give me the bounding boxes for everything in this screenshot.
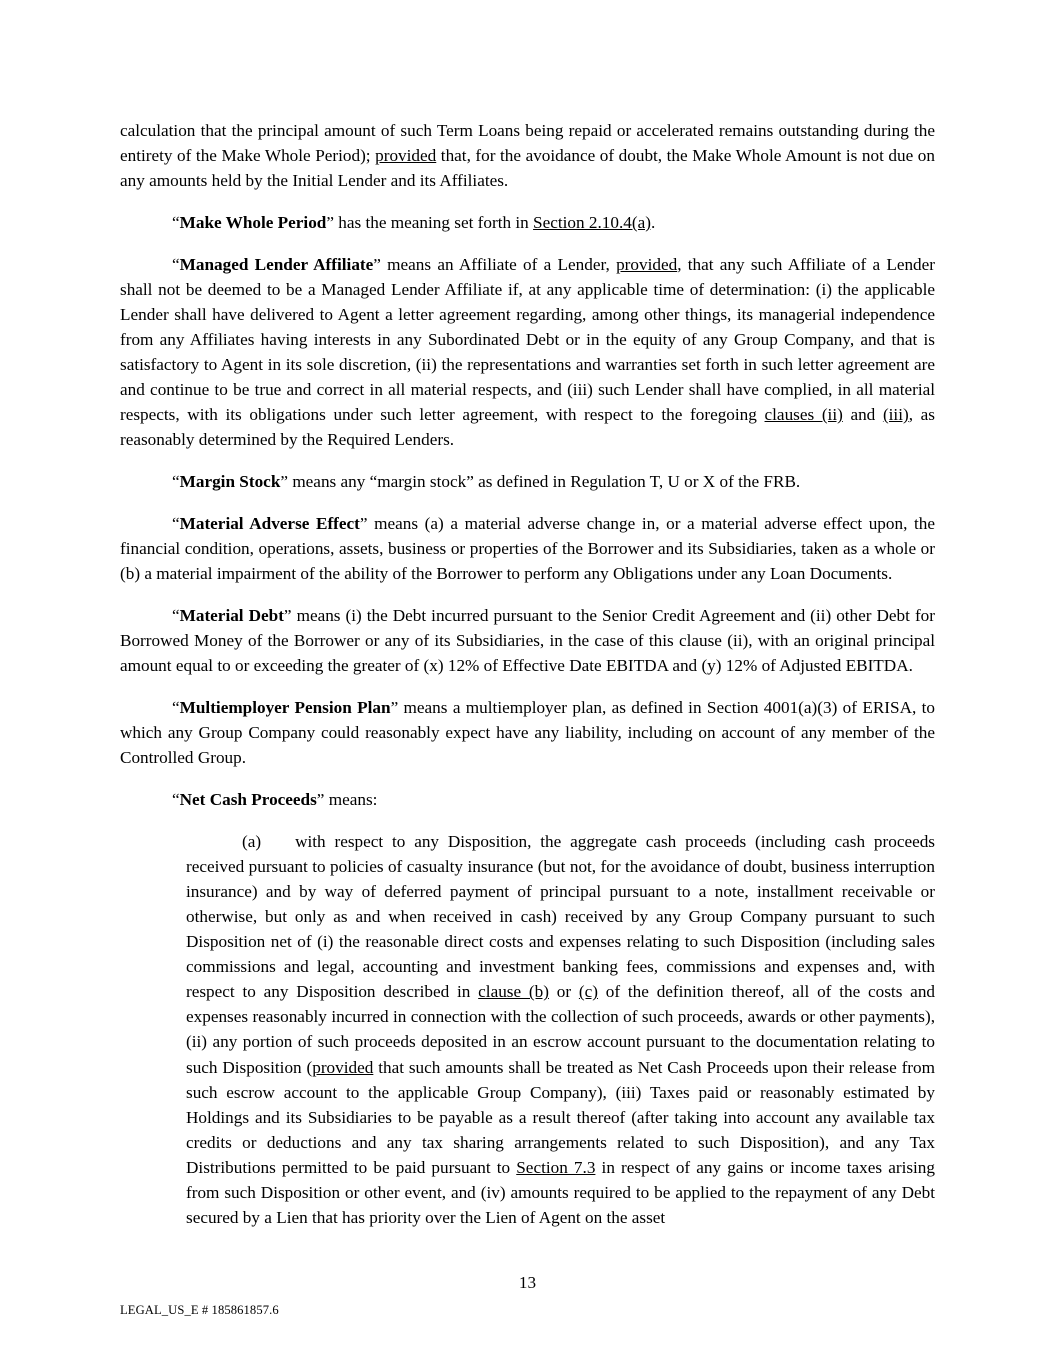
cross-reference-clauses-ii: clauses (ii) bbox=[764, 405, 843, 425]
quote-close: ” bbox=[373, 255, 381, 275]
text-run: means (i) the Debt incurred pursuant to the Senior Credit Agreement and (ii) other Debt for Borrowed Money of the Borrower or any of its Subsidiaries, in the case of this clause (ii), with an original principal amount equal to or exceeding the greater of (x) 12% of Effective Date EBITDA and (y) 12% of Adjusted EBITDA. bbox=[120, 606, 935, 676]
text-run: means: bbox=[324, 790, 378, 810]
text-run: , as reasonably determined by the Required Lenders. bbox=[120, 405, 935, 450]
footer-legal-id: LEGAL_US_E # 185861857.6 bbox=[120, 1303, 279, 1317]
quote-open: “ bbox=[172, 790, 180, 810]
defined-term: Margin Stock bbox=[179, 472, 281, 492]
quote-open: “ bbox=[172, 213, 180, 233]
defined-term: Make Whole Period bbox=[179, 213, 327, 233]
document-body bbox=[120, 118, 935, 1230]
subclause-a bbox=[186, 829, 935, 1229]
definition-multiemployer-pension-plan bbox=[120, 695, 935, 770]
definition-material-adverse-effect bbox=[120, 511, 935, 586]
text-run: and bbox=[842, 405, 883, 425]
definition-managed-lender-affiliate bbox=[120, 252, 935, 452]
text-run: of the definition thereof, all of the costs and expenses reasonably incurred in connection with the collection of such proceeds, awards or other payments), (ii) any portion of such proceeds deposited in an escrow account pursuant to the documentation relating to such Disposition ( bbox=[186, 982, 936, 1077]
text-run: in respect of any gains or income taxes arising from such Disposition or other event, and (iv) amounts required to be applied to the repayment of any Debt secured by a Lien that has priority over the Lien of Agent on the asset bbox=[186, 1157, 935, 1227]
text-run: means a multiemployer plan, as defined in Section 4001(a)(3) of ERISA, to which any Group Company could reasonably expect have any liability, including on account of any member of the Controlled Group. bbox=[120, 698, 936, 768]
text-run: means an Affiliate of a Lender, bbox=[380, 255, 617, 275]
quote-close: ” bbox=[283, 606, 292, 626]
text-run: , that any such Affiliate of a Lender shall not be deemed to be a Managed Lender Affiliate if, at any applicable time of determination: (i) the applicable Lender shall have delivered to Agent a letter agreement regarding, among other things, its managerial independence from any Affiliates having interests in any Subordinated Debt or in the equity of any Group Company, and that is satisfactory to Agent in its sole discretion, (ii) the representations and warranties set forth in such letter agreement are and continue to be true and correct in all material respects, and (iii) such Lender shall have complied, in all material respects, with its obligations under such letter agreement, with respect to the foregoing bbox=[120, 255, 936, 425]
text-run: means (a) a material adverse change in, or a material adverse effect upon, the financial condition, operations, assets, business or properties of the Borrower and its Subsidiaries, taken as a whole or (b) a material impairment of the ability of the Borrower to perform any Obligations under any Loan Documents. bbox=[120, 514, 935, 584]
cross-reference-clause-iii: (iii) bbox=[882, 405, 909, 425]
underlined-provided: provided bbox=[616, 255, 678, 275]
quote-open: “ bbox=[172, 255, 180, 275]
cross-reference-section: Section 2.10.4(a) bbox=[533, 213, 651, 233]
defined-term: Material Adverse Effect bbox=[179, 514, 360, 534]
defined-term: Multiemployer Pension Plan bbox=[179, 698, 391, 718]
underlined-provided: provided bbox=[312, 1057, 374, 1077]
definition-margin-stock bbox=[120, 469, 935, 494]
defined-term: Net Cash Proceeds bbox=[179, 790, 317, 810]
subclause-label: (a) bbox=[242, 832, 262, 852]
quote-close: ” bbox=[316, 790, 325, 810]
paragraph-continuation bbox=[120, 118, 935, 193]
definition-make-whole-period bbox=[120, 210, 935, 235]
text-run: calculation that the principal amount of such Term Loans being repaid or accelerated remains outstanding during the entirety of the Make Whole Period); bbox=[120, 121, 935, 166]
cross-reference-clause-c: (c) bbox=[578, 982, 598, 1002]
quote-close: ” bbox=[359, 514, 368, 534]
text-run: that such amounts shall be treated as Net Cash Proceeds upon their release from such escrow account to the applicable Group Company), (iii) Taxes paid or reasonably estimated by Holdings and its Subsidiaries to be payable as a result thereof (after taking into account any available tax credits or deductions and any tax sharing arrangements related to such Disposition), and any Tax Distributions permitted to be paid pursuant to bbox=[186, 1057, 935, 1177]
defined-term: Material Debt bbox=[179, 606, 284, 626]
text-run: that, for the avoidance of doubt, the Make Whole Amount is not due on any amounts held by the Initial Lender and its Affiliates. bbox=[120, 146, 935, 191]
quote-open: “ bbox=[172, 606, 180, 626]
text-run: has the meaning set forth in bbox=[334, 213, 534, 233]
quote-close: ” bbox=[326, 213, 334, 233]
page-footer bbox=[0, 1245, 1055, 1365]
definition-material-debt bbox=[120, 603, 935, 678]
quote-open: “ bbox=[172, 472, 180, 492]
cross-reference-clause-b: clause (b) bbox=[478, 982, 549, 1002]
text-run: with respect to any Disposition, the aggregate cash proceeds (including cash proceeds received pursuant to policies of casualty insurance (but not, for the avoidance of doubt, business interruption insurance) and by way of deferred payment of principal pursuant to a note, installment receivable or otherwise, but only as and when received in cash) received by any Group Company pursuant to such Disposition net of (i) the reasonable direct costs and expenses relating to such Disposition (including sales commissions and legal, accounting and investment banking fees, commissions and expenses and, with respect to any Disposition described in bbox=[186, 832, 935, 1002]
quote-open: “ bbox=[172, 698, 180, 718]
cross-reference-section-7-3: Section 7.3 bbox=[516, 1157, 596, 1177]
underlined-provided: provided bbox=[375, 146, 437, 166]
text-run: or bbox=[548, 982, 579, 1002]
quote-close: ” bbox=[280, 472, 289, 492]
defined-term: Managed Lender Affiliate bbox=[179, 255, 374, 275]
page-number: 13 bbox=[518, 1273, 537, 1292]
text-run: means any “margin stock” as defined in Regulation T, U or X of the FRB. bbox=[288, 472, 801, 492]
text-run: . bbox=[650, 213, 656, 233]
quote-close: ” bbox=[390, 698, 399, 718]
quote-open: “ bbox=[172, 514, 180, 534]
definition-net-cash-proceeds bbox=[120, 787, 935, 812]
